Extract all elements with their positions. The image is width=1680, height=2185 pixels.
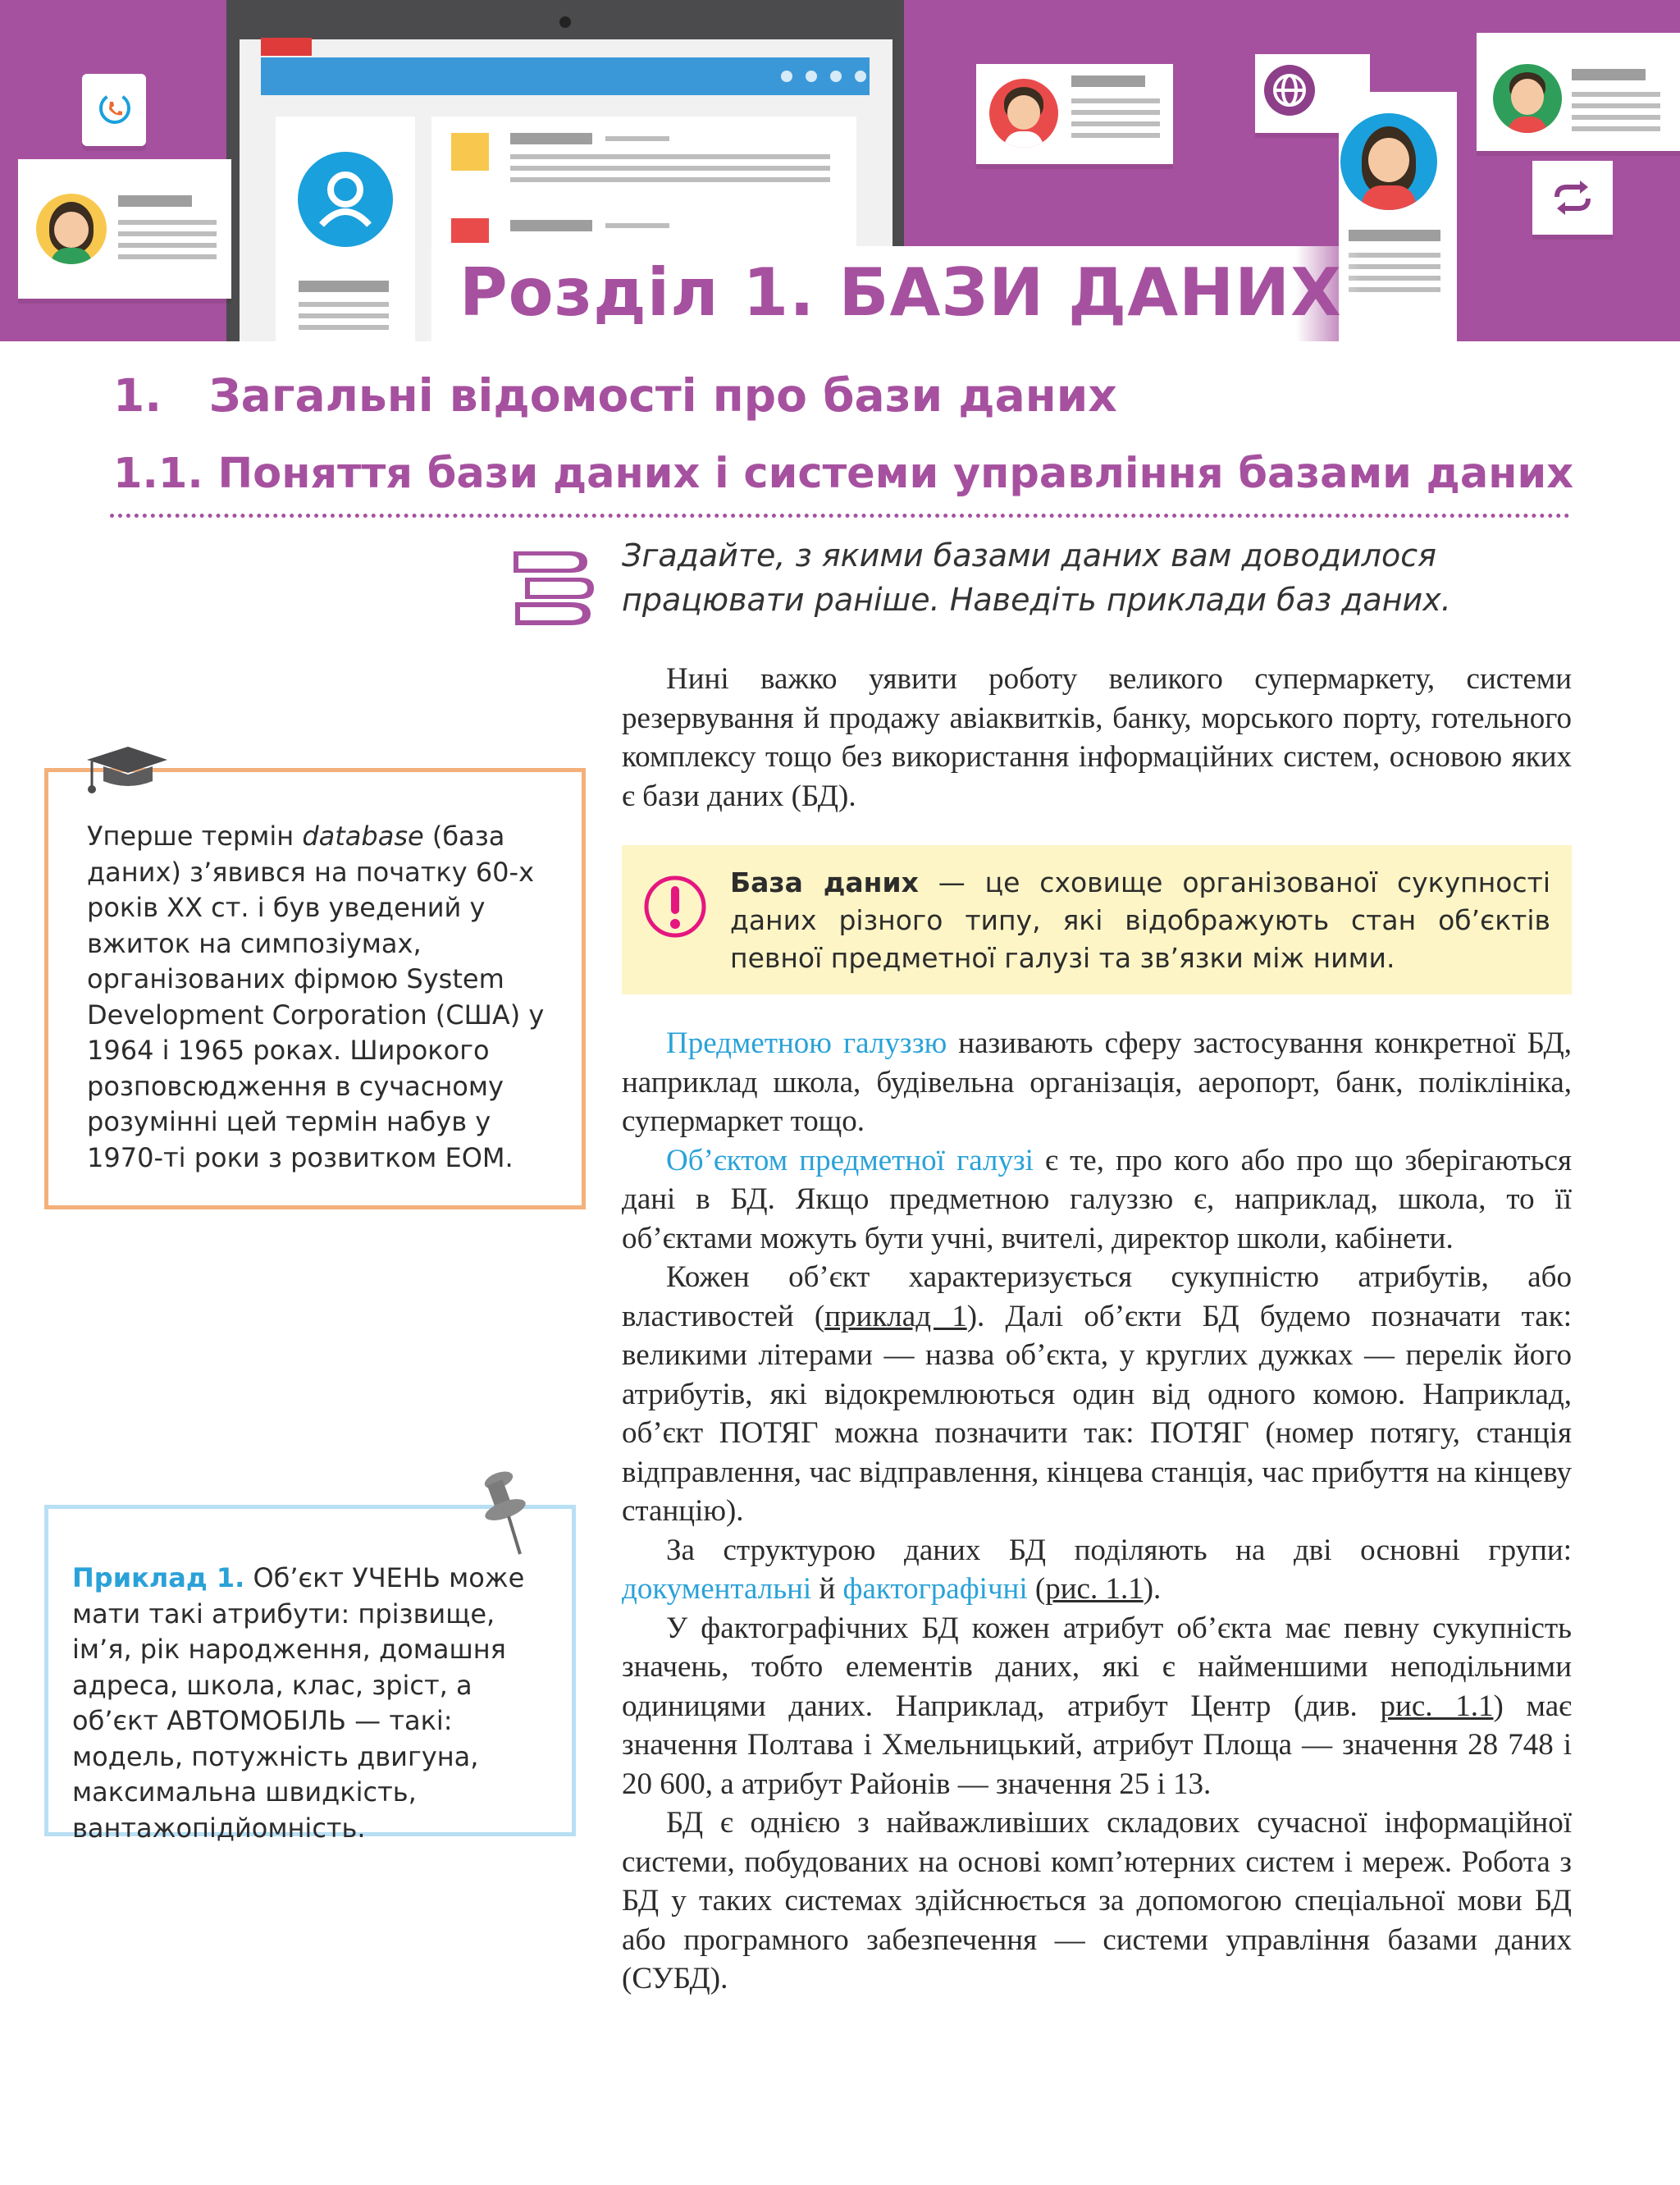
paragraph-subject-area: Предметною галуззю називають сферу застосування конкретної БД, наприклад школа, будівельна організація, аеропорт, банк, поліклініка, супермаркет тощо. <box>622 1026 1573 1138</box>
phone-icon <box>97 90 133 126</box>
section-heading: 1. Загальні відомості про бази даних <box>113 369 1117 422</box>
term-link[interactable]: Предметною галуззю <box>666 1026 947 1060</box>
example-reference[interactable]: приклад 1 <box>824 1299 967 1333</box>
user-profile-icon <box>297 151 394 248</box>
pushpin-icon <box>469 1469 535 1559</box>
books-icon <box>512 545 597 630</box>
definition-body: — це сховище організованої сукупності даних різного типу, які відображують стан об’єктів певної предметної галузі та зв’язки між ними. <box>730 866 1551 974</box>
intro-paragraph: Нині важко уявити роботу великого супермаркету, системи резервування й продажу авіаквитків, банку, морського порту, готельного комплексу тощо без використання інформаційних систем, основою яких є бази даних (БД). <box>622 662 1572 813</box>
phone-bubble <box>82 74 146 146</box>
definition-text <box>730 864 1550 977</box>
paragraph-dbms: БД є однією з найважливіших складових сучасної інформаційної системи, побудованих на основі комп’ютерних систем і мереж. Робота з БД у таких системах здійснюється за допомогою спеціальної мови БД або програмного забезпечення — системи управління базами даних (СУБД). <box>622 1806 1572 1995</box>
graduation-cap-icon <box>80 738 171 804</box>
globe-icon <box>1263 64 1316 117</box>
term-link[interactable]: Об’єктом предметної галузі <box>666 1143 1034 1177</box>
definition-term: База даних <box>730 866 919 898</box>
subsection-heading: 1.1. Поняття бази даних і системи управління базами даних <box>113 450 1574 498</box>
chapter-banner <box>0 0 1680 341</box>
paragraph-factographic: У фактографічних БД кожен атрибут об’єкта має певну сукупність значень, тобто елементів даних, які є найменшими неподільними одиницями даних. Наприклад, атрибут Центр (див. рис. 1.1) має значення Полтава і Хмельницький, атрибут Площа — значення 28 748 і 20 600, а атрибут Районів — значення 25 і 13. <box>622 1611 1572 1801</box>
figure-reference[interactable]: рис. 1.1 <box>1045 1572 1144 1606</box>
example-text: Приклад 1. Об’єкт УЧЕНЬ може мати такі атрибути: прізвище, ім’я, рік народження, домашня адреса, школа, клас, зріст, а об’єкт АВТОМОБІЛЬ — такі: модель, потужність двигуна, максимальна швидкість, вантажопідйомність. <box>72 1562 525 1844</box>
right-profile-bubble-1 <box>976 64 1173 164</box>
body-text <box>622 1024 1572 1999</box>
avatar <box>36 194 107 264</box>
paragraph-domain-object: Об’єктом предметної галузі є те, про кого або про що зберігаються дані в БД. Якщо предметною галуззю є, наприклад, школа, то її об’єктами можуть бути учні, вчителі, директор школи, кабінети. <box>622 1143 1572 1255</box>
example-label: Приклад 1. <box>72 1562 245 1593</box>
chapter-title: Розділ 1. БАЗИ ДАНИХ <box>427 246 1395 341</box>
refresh-bubble <box>1532 161 1613 235</box>
avatar <box>1493 64 1562 133</box>
paragraph-attributes: Кожен об’єкт характеризується сукупністю атрибутів, або властивостей (приклад 1). Далі об’єкти БД будемо позначати так: великими літерами — назва об’єкта, у круглих дужках — перелік його атрибутів, які відокремлюються один від одного комою. Наприклад, об’єкт ПОТЯГ можна позначити так: ПОТЯГ (номер потягу, станція відправлення, час відправлення, кінцева станція, час прибуття на кінцеву станцію). <box>622 1260 1572 1528</box>
monitor-camera <box>559 16 571 28</box>
dotted-divider <box>110 514 1570 518</box>
note-term: database <box>302 821 424 852</box>
monitor-toolbar <box>261 57 870 95</box>
recall-prompt: Згадайте, з якими базами даних вам доводилося працювати раніше. Наведіть приклади баз даних. <box>622 537 1451 618</box>
refresh-icon <box>1547 177 1598 218</box>
left-profile-bubble <box>18 159 231 299</box>
note-text: Уперше термін database (база даних) з’явився на початку 60-х років XX ст. і був уведений у вжиток на симпозіумах, організованих фірмою System Development Corporation (США) у 1964 і 1965 роках. Широкого розповсюдження в сучасному розумінні цей термін набув у 1970-ті роки з розвитком ЕОМ. <box>87 821 545 1173</box>
avatar <box>989 79 1058 148</box>
avatar <box>1340 113 1437 210</box>
exclamation-icon <box>643 875 707 939</box>
figure-reference[interactable]: рис. 1.1 <box>1380 1689 1494 1723</box>
term-link[interactable]: фактографічні <box>842 1572 1028 1606</box>
right-profile-bubble-2 <box>1477 33 1680 151</box>
paragraph-db-groups: За структурою даних БД поділяють на дві основні групи: документальні й фактографічні (рис. 1.1). <box>622 1533 1572 1606</box>
term-link[interactable]: документальні <box>622 1572 812 1606</box>
monitor-tab <box>261 38 312 56</box>
profile-card <box>276 117 415 341</box>
